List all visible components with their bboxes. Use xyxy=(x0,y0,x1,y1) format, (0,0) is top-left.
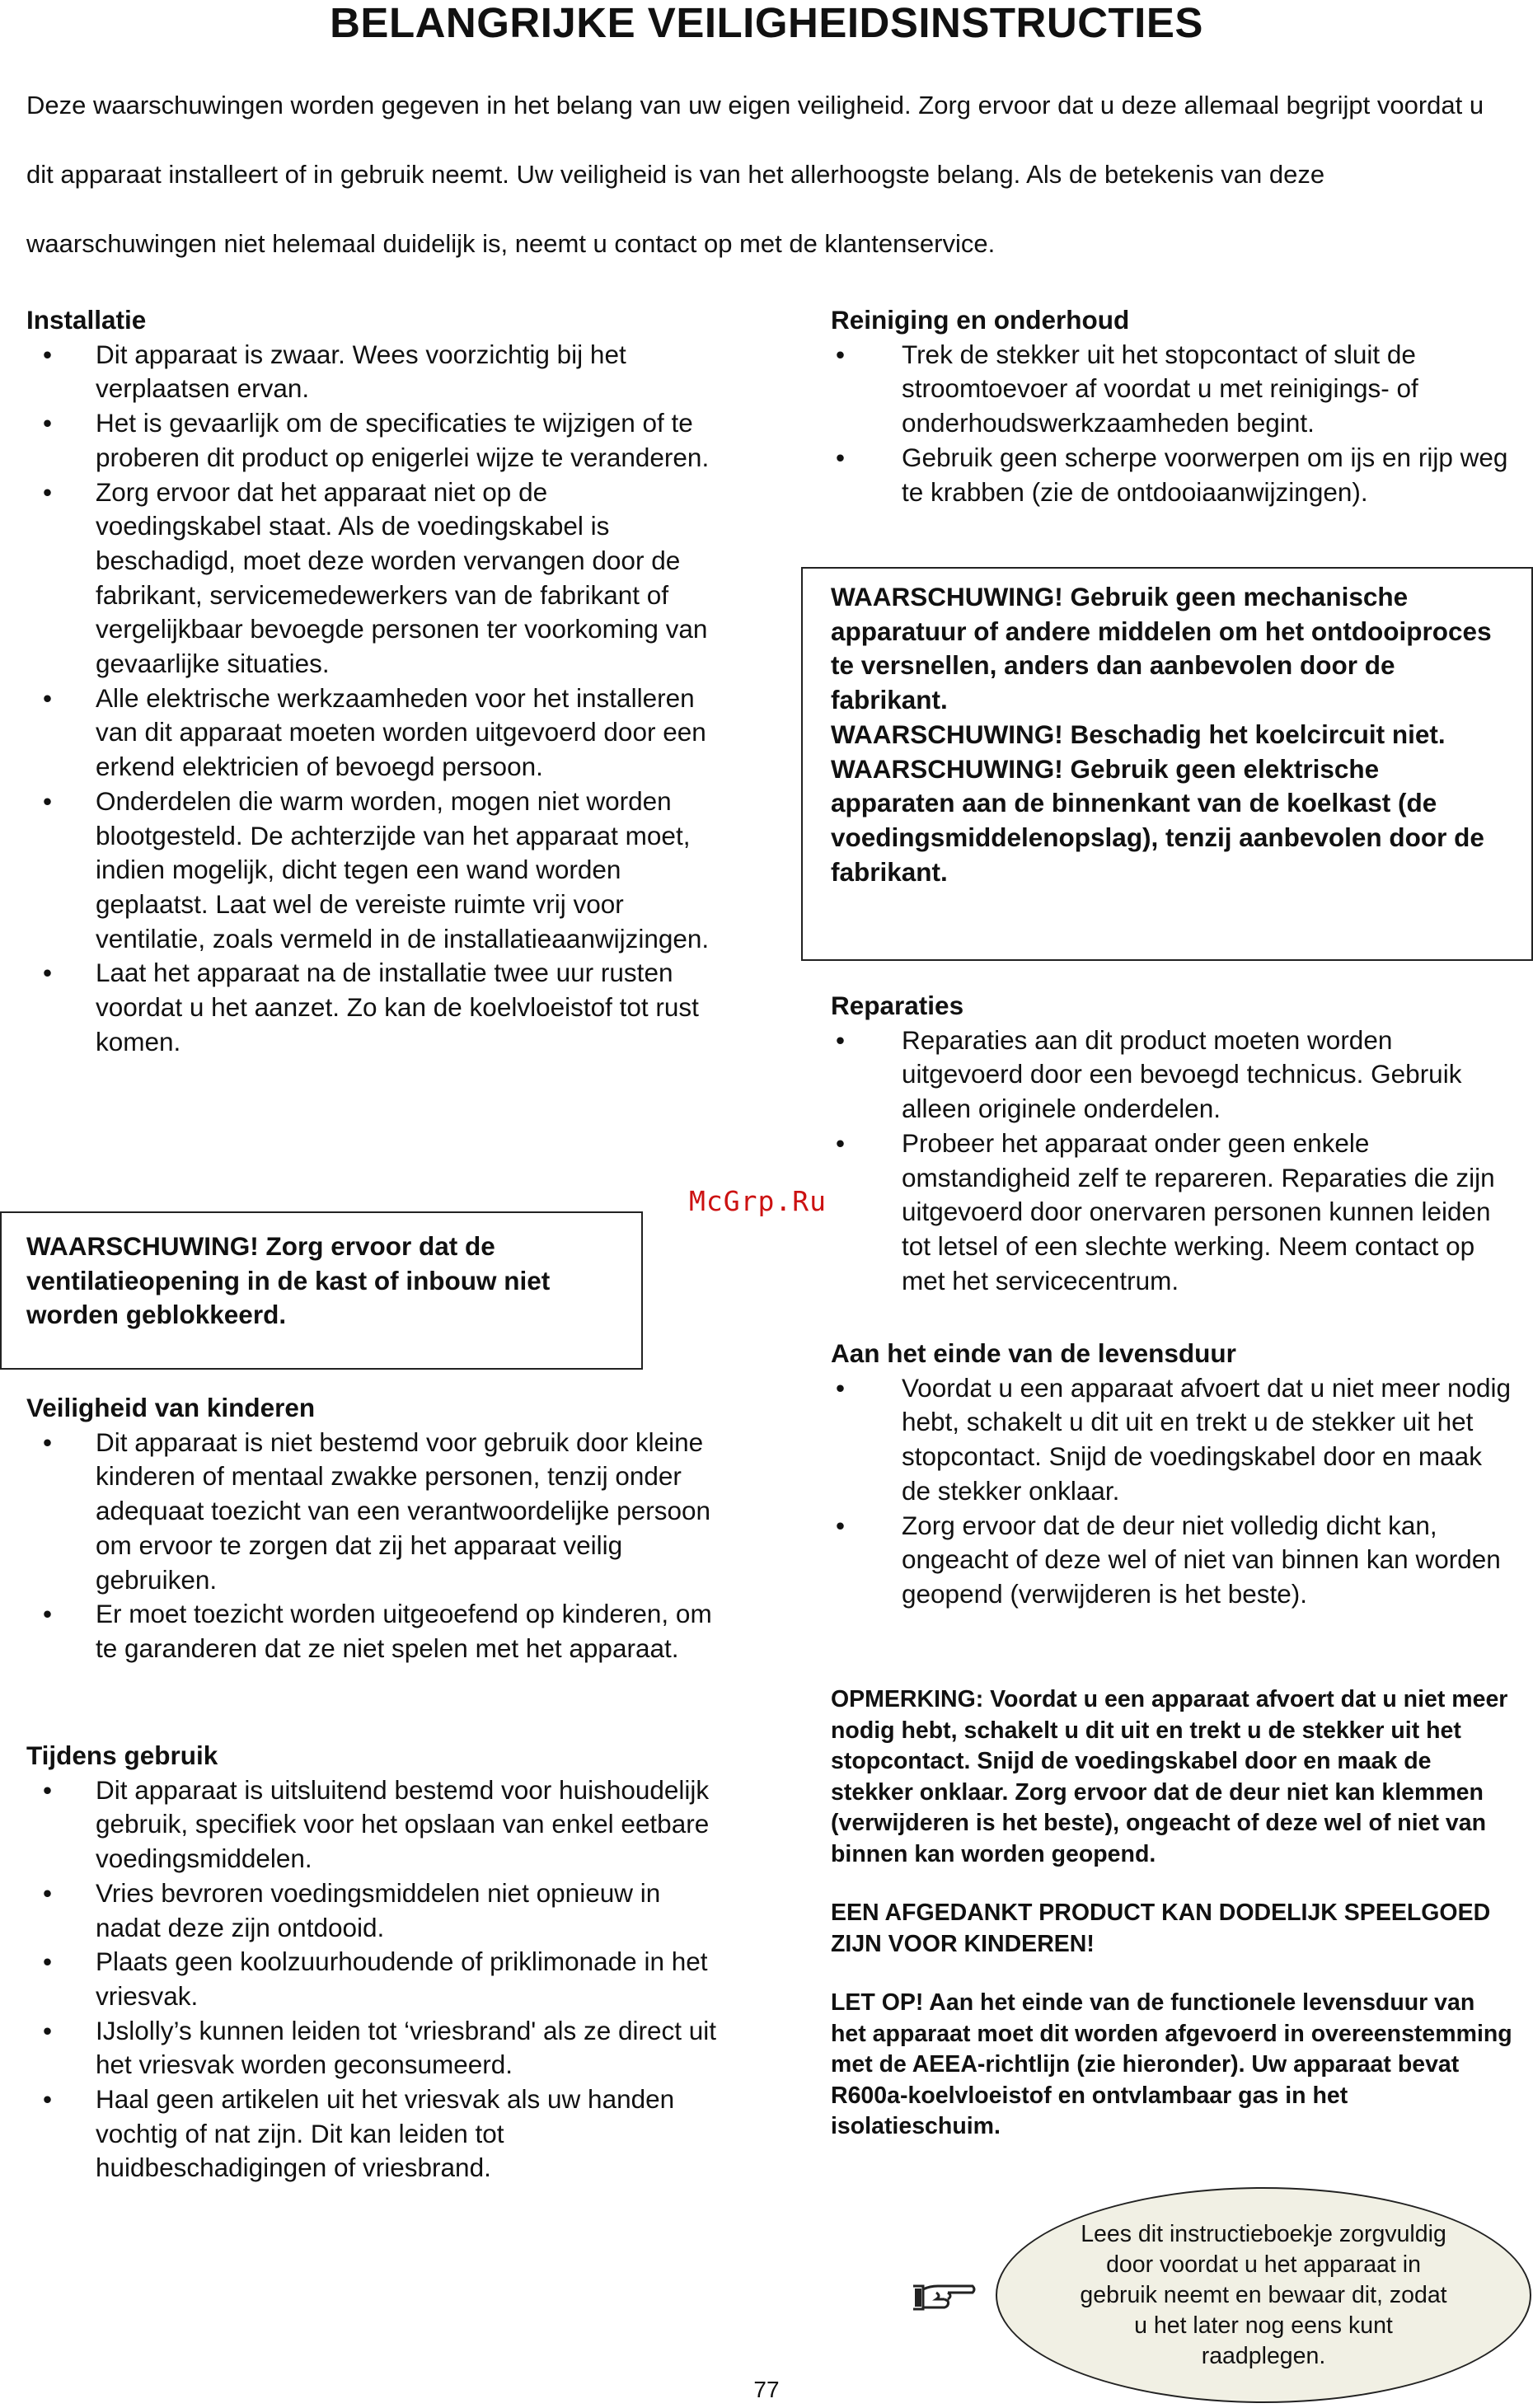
section-installatie xyxy=(26,303,719,1059)
warning-text: WAARSCHUWING! Gebruik geen elektrische apparaten aan de binnenkant van de koelkast (de voedingsmiddelenopslag), tenzij aanbevolen door de fabrikant. xyxy=(831,753,1484,887)
section-heading: Installatie xyxy=(26,305,147,335)
read-manual-callout xyxy=(996,2187,1531,2403)
section-reiniging xyxy=(831,303,1515,509)
list-item: • Onderdelen die warm worden, mogen niet worden blootgesteld. De achterzijde van het apparaat moet, indien mogelijk, dicht tegen een wand worden geplaatst. Laat wel de vereiste ruimte vrij voor ventilatie, zoals vermeld in de installatieaanwijzingen. xyxy=(26,785,719,957)
disposal-notes xyxy=(831,1684,1515,2143)
list-item: • Dit apparaat is uitsluitend bestemd voor huishoudelijk gebruik, specifiek voor het opslaan van enkel eetbare voedingsmiddelen. xyxy=(26,1773,719,1876)
list-item: • Dit apparaat is niet bestemd voor gebruik door kleine kinderen of mentaal zwakke personen, tenzij onder adequaat toezicht van een verantwoordelijke persoon om ervoor te zorgen dat zij het apparaat veilig gebruiken. xyxy=(26,1426,719,1598)
page-title: BELANGRIJKE VEILIGHEIDSINSTRUCTIES xyxy=(330,0,1203,46)
list-item: • Gebruik geen scherpe voorwerpen om ijs en rijp weg te krabben (zie de ontdooiaanwijzingen). xyxy=(831,441,1515,509)
warning-text: WAARSCHUWING! Beschadig het koelcircuit niet. xyxy=(831,719,1446,749)
page-number: 77 xyxy=(753,2377,780,2402)
section-heading: Veiligheid van kinderen xyxy=(26,1393,316,1422)
warning-text: WAARSCHUWING! Gebruik geen mechanische apparatuur of andere middelen om het ontdooiproces te versnellen, anders dan aanbevolen door de fabrikant. xyxy=(831,582,1492,715)
left-column xyxy=(26,303,719,1059)
note-opmerking: OPMERKING: Voordat u een apparaat afvoert dat u niet meer nodig hebt, schakelt u dit uit en trekt u de stekker uit het stopcontact. Snijd de voedingskabel door en maak de stekker onklaar. Zorg ervoor dat de deur niet kan klemmen (verwijderen is het beste), ongeacht of deze wel of niet van binnen kan worden geopend. xyxy=(831,1686,1508,1867)
list-item: • Het is gevaarlijk om de specificaties te wijzigen of te proberen dit product op enigerlei wijze te veranderen. xyxy=(26,406,719,475)
section-heading: Reiniging en onderhoud xyxy=(831,305,1130,335)
section-heading: Tijdens gebruik xyxy=(26,1740,218,1770)
section-heading: Reparaties xyxy=(831,991,964,1020)
warning-box-ventilation: WAARSCHUWING! Zorg ervoor dat de ventilatieopening in de kast of inbouw niet worden geblokkeerd. xyxy=(0,1211,643,1370)
section-heading: Aan het einde van de levensduur xyxy=(831,1338,1236,1368)
list-item: • Er moet toezicht worden uitgeoefend op kinderen, om te garanderen dat ze niet spelen met het apparaat. xyxy=(26,1597,719,1665)
note-speelgoed: EEN AFGEDANKT PRODUCT KAN DODELIJK SPEELGOED ZIJN VOOR KINDEREN! xyxy=(831,1900,1491,1957)
intro-text: Deze waarschuwingen worden gegeven in het belang van uw eigen veiligheid. Zorg ervoor dat u deze allemaal begrijpt voordat u dit apparaat installeert of in gebruik neemt. Uw veiligheid is van het allerhoogste belang. Als de betekenis van deze waarschuwingen niet helemaal duidelijk is, neemt u contact op met de klantenservice. xyxy=(26,91,1484,258)
list-item: • Zorg ervoor dat het apparaat niet op de voedingskabel staat. Als de voedingskabel is beschadigd, moet deze worden vervangen door de fabrikant, servicemedewerkers van de fabrikant of vergelijkbaar bevoegde personen ter voorkoming van gevaarlijke situaties. xyxy=(26,476,719,682)
section-reparaties xyxy=(831,989,1515,1298)
list-item: • Dit apparaat is zwaar. Wees voorzichtig bij het verplaatsen ervan. xyxy=(26,338,719,406)
list-item: • Trek de stekker uit het stopcontact of sluit de stroomtoevoer af voordat u met reinigings- of onderhoudswerkzaamheden begint. xyxy=(831,338,1515,441)
list-item: • Zorg ervoor dat de deur niet volledig dicht kan, ongeacht of deze wel of niet van binnen kan worden geopend (verwijderen is het beste). xyxy=(831,1509,1515,1612)
list-item: • Plaats geen koolzuurhoudende of priklimonade in het vriesvak. xyxy=(26,1945,719,2013)
watermark: McGrp.Ru xyxy=(689,1185,827,1217)
note-letop: LET OP! Aan het einde van de functionele levensduur van het apparaat moet dit worden afgevoerd in overeenstemming met de AEEA-richtlijn (zie hieronder). Uw apparaat bevat R600a-koelvloeistof en ontvlambaar gas in het isolatieschuim. xyxy=(831,1989,1512,2139)
list-item: • Voordat u een apparaat afvoert dat u niet meer nodig hebt, schakelt u dit uit en trekt u de stekker uit het stopcontact. Snijd de voedingskabel door en maak de stekker onklaar. xyxy=(831,1371,1515,1509)
section-kinderen xyxy=(26,1391,719,1666)
list-item: • Alle elektrische werkzaamheden voor het installeren van dit apparaat moeten worden uitgevoerd door een erkend elektricien of bevoegd persoon. xyxy=(26,682,719,785)
list-item: • Probeer het apparaat onder geen enkele omstandigheid zelf te repareren. Reparaties die zijn uitgevoerd door onervaren personen kunnen leiden tot letsel of een slechte werking. Neem contact op met het servicecentrum. xyxy=(831,1127,1515,1299)
warning-box-defrost xyxy=(801,567,1533,961)
callout-text: Lees dit instructieboekje zorgvuldig door voordat u het apparaat in gebruik neemt en bewaar dit, zodat u het later nog eens kunt raadplegen. xyxy=(1080,2220,1447,2369)
list-item: • IJslolly’s kunnen leiden tot ‘vriesbrand' als ze direct uit het vriesvak worden geconsumeerd. xyxy=(26,2014,719,2082)
section-gebruik xyxy=(26,1739,719,2185)
list-item: • Haal geen artikelen uit het vriesvak als uw handen vochtig of nat zijn. Dit kan leiden tot huidbeschadigingen of vriesbrand. xyxy=(26,2082,719,2185)
list-item: • Laat het apparaat na de installatie twee uur rusten voordat u het aanzet. Zo kan de koelvloeistof tot rust komen. xyxy=(26,956,719,1059)
list-item: • Vries bevroren voedingsmiddelen niet opnieuw in nadat deze zijn ontdooid. xyxy=(26,1876,719,1945)
list-item: • Reparaties aan dit product moeten worden uitgevoerd door een bevoegd technicus. Gebruik alleen originele onderdelen. xyxy=(831,1024,1515,1127)
pointing-hand-icon xyxy=(912,2274,977,2316)
section-levensduur xyxy=(831,1337,1515,1612)
